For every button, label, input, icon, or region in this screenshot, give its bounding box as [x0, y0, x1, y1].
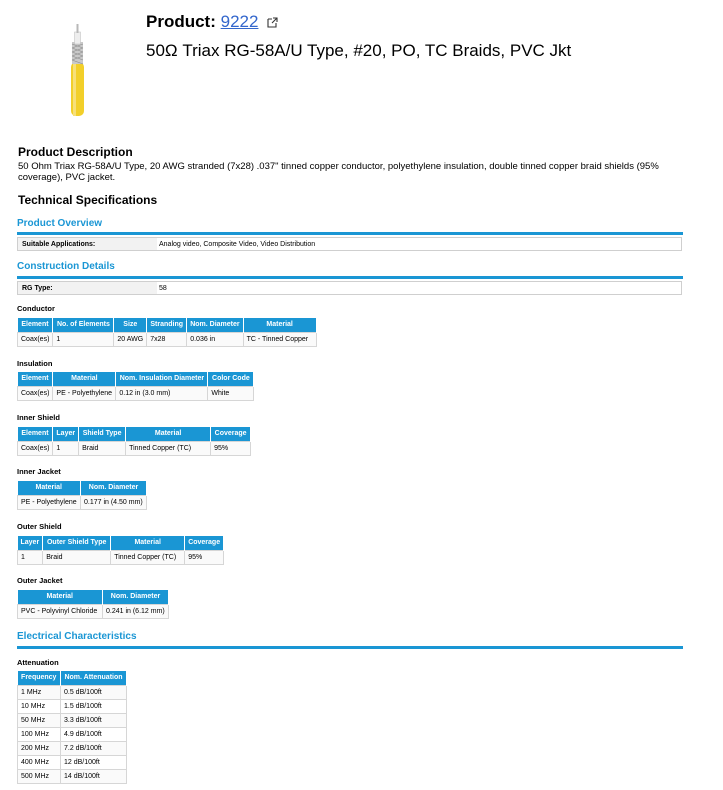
table-cell: 400 MHz	[18, 755, 61, 769]
table-cell: 1	[53, 332, 114, 346]
table-cell: 0.241 in (6.12 mm)	[103, 604, 169, 618]
inner-shield-table	[17, 427, 251, 456]
description-heading: Product Description	[18, 145, 133, 159]
table-row	[18, 604, 169, 618]
product-title: 50Ω Triax RG-58A/U Type, #20, PO, TC Braids, PVC Jkt	[146, 41, 572, 60]
table-row	[18, 769, 127, 783]
column-header: Element	[18, 318, 53, 332]
suitable-applications-row	[17, 237, 682, 251]
table-row	[18, 741, 127, 755]
table-cell: 4.9 dB/100ft	[61, 727, 127, 741]
table-row	[18, 386, 254, 400]
product-overview-title: Product Overview	[17, 218, 103, 229]
table-cell: 1	[53, 441, 79, 455]
table-cell: Tinned Copper (TC)	[111, 550, 185, 564]
outer-shield-table	[17, 536, 224, 565]
table-cell: Coax(es)	[18, 441, 53, 455]
table-row	[18, 441, 251, 455]
table-cell: 10 MHz	[18, 699, 61, 713]
external-link-icon[interactable]	[267, 17, 278, 28]
table-cell: TC - Tinned Copper	[243, 332, 316, 346]
row-key: RG Type:	[18, 282, 157, 294]
table-cell: 0.5 dB/100ft	[61, 685, 127, 699]
product-label: Product:	[146, 12, 216, 31]
electrical-characteristics-title: Electrical Characteristics	[17, 631, 137, 642]
table-row	[18, 495, 147, 509]
column-header: Nom. Diameter	[187, 318, 243, 332]
table-row	[18, 755, 127, 769]
table-cell: 1.5 dB/100ft	[61, 699, 127, 713]
column-header: Material	[111, 536, 185, 550]
technical-specifications-heading: Technical Specifications	[18, 193, 158, 207]
column-header: Size	[114, 318, 147, 332]
table-cell: 14 dB/100ft	[61, 769, 127, 783]
column-header: Layer	[18, 536, 43, 550]
table-cell: 7x28	[147, 332, 187, 346]
column-header: Material	[53, 372, 116, 386]
column-header: Frequency	[18, 671, 61, 685]
section-divider	[17, 232, 683, 235]
product-heading	[146, 12, 278, 32]
product-number-link[interactable]: 9222	[220, 12, 259, 31]
table-cell: PVC - Polyvinyl Chloride	[18, 604, 103, 618]
table-cell: 1	[18, 550, 43, 564]
column-header: Shield Type	[79, 427, 126, 441]
column-header: No. of Elements	[53, 318, 114, 332]
table-cell: 500 MHz	[18, 769, 61, 783]
table-cell: 50 MHz	[18, 713, 61, 727]
column-header: Nom. Insulation Diameter	[116, 372, 208, 386]
table-cell: Tinned Copper (TC)	[126, 441, 211, 455]
attenuation-title: Attenuation	[17, 658, 59, 667]
column-header: Color Code	[208, 372, 254, 386]
table-cell: White	[208, 386, 254, 400]
conductor-title: Conductor	[17, 304, 55, 313]
insulation-title: Insulation	[17, 359, 53, 368]
table-cell: 20 AWG	[114, 332, 147, 346]
table-cell: 95%	[211, 441, 251, 455]
column-header: Coverage	[185, 536, 224, 550]
table-row	[18, 699, 127, 713]
cable-jacket	[71, 62, 84, 116]
column-header: Nom. Diameter	[81, 481, 147, 495]
table-row	[18, 332, 317, 346]
row-value: Analog video, Composite Video, Video Distribution	[159, 240, 316, 248]
outer-jacket-table	[17, 590, 169, 619]
table-row	[18, 727, 127, 741]
table-cell: 12 dB/100ft	[61, 755, 127, 769]
table-cell: PE - Polyethylene	[18, 495, 81, 509]
column-header: Layer	[53, 427, 79, 441]
table-cell: Coax(es)	[18, 332, 53, 346]
column-header: Outer Shield Type	[43, 536, 111, 550]
column-header: Material	[18, 481, 81, 495]
table-cell: 1 MHz	[18, 685, 61, 699]
column-header: Element	[18, 372, 53, 386]
column-header: Stranding	[147, 318, 187, 332]
table-cell: 200 MHz	[18, 741, 61, 755]
column-header: Material	[243, 318, 316, 332]
section-divider	[17, 276, 683, 279]
conductor-table	[17, 318, 317, 347]
construction-details-title: Construction Details	[17, 261, 115, 272]
column-header: Nom. Attenuation	[61, 671, 127, 685]
attenuation-table	[17, 671, 127, 784]
outer-jacket-title: Outer Jacket	[17, 576, 63, 585]
column-header: Coverage	[211, 427, 251, 441]
table-cell: 0.177 in (4.50 mm)	[81, 495, 147, 509]
table-cell: PE - Polyethylene	[53, 386, 116, 400]
table-cell: Coax(es)	[18, 386, 53, 400]
table-row	[18, 550, 224, 564]
table-row	[18, 685, 127, 699]
insulation-table	[17, 372, 254, 401]
column-header: Material	[126, 427, 211, 441]
table-cell: 3.3 dB/100ft	[61, 713, 127, 727]
table-cell: Braid	[79, 441, 126, 455]
table-cell: Braid	[43, 550, 111, 564]
table-row	[18, 713, 127, 727]
product-image	[62, 22, 92, 118]
column-header: Nom. Diameter	[103, 590, 169, 604]
table-cell: 0.12 in (3.0 mm)	[116, 386, 208, 400]
row-key: Suitable Applications:	[18, 238, 157, 250]
table-cell: 0.036 in	[187, 332, 243, 346]
row-value: 58	[159, 284, 167, 292]
inner-shield-title: Inner Shield	[17, 413, 60, 422]
description-text: 50 Ohm Triax RG-58A/U Type, 20 AWG stranded (7x28) .037" tinned copper conductor, polyethylene insulation, double tinned copper braid shields (95% coverage), PVC jacket.	[18, 161, 659, 183]
table-cell: 95%	[185, 550, 224, 564]
inner-jacket-table	[17, 481, 147, 510]
section-divider	[17, 646, 683, 649]
table-cell: 7.2 dB/100ft	[61, 741, 127, 755]
column-header: Element	[18, 427, 53, 441]
rg-type-row	[17, 281, 682, 295]
table-cell: 100 MHz	[18, 727, 61, 741]
inner-jacket-title: Inner Jacket	[17, 467, 61, 476]
column-header: Material	[18, 590, 103, 604]
outer-shield-title: Outer Shield	[17, 522, 62, 531]
